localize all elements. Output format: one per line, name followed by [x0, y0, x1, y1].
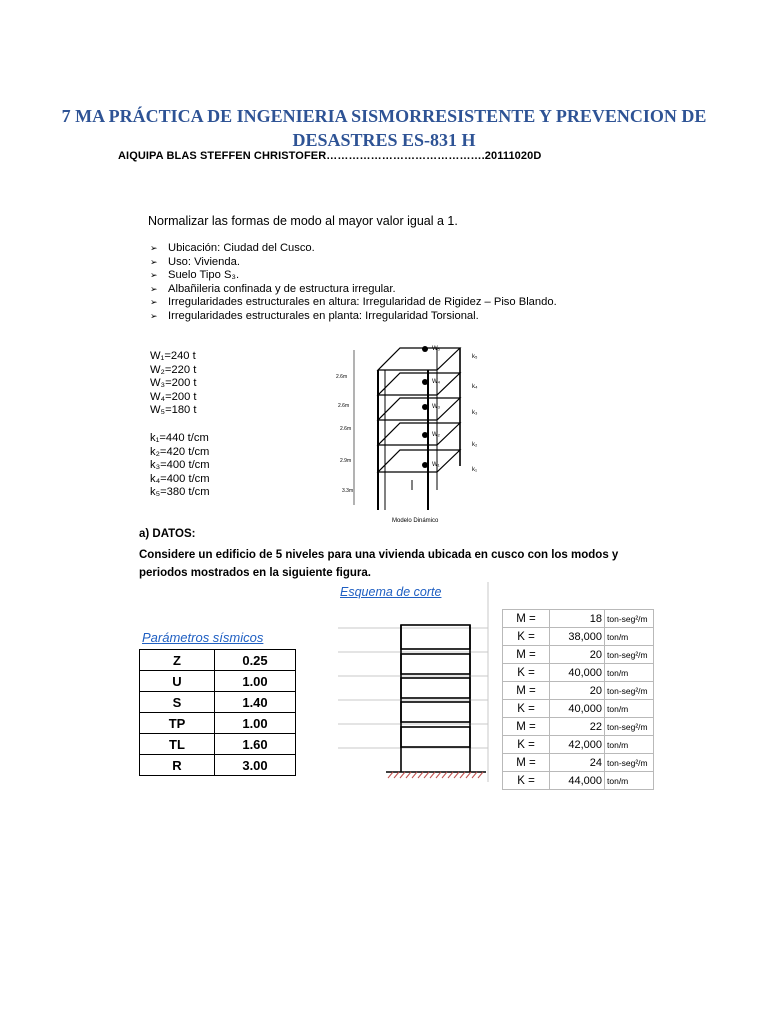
param-name: TP [140, 713, 215, 734]
stiffness-item: k₅=380 t/cm [150, 486, 210, 499]
param-value: 1.00 [215, 713, 296, 734]
stiffness-item: k₁=440 t/cm [150, 432, 209, 444]
table-row [140, 713, 296, 734]
params-table [139, 649, 296, 776]
mass-label: W₂ [432, 432, 440, 438]
shear-scheme-figure [338, 582, 498, 782]
mass-label: W₄ [432, 379, 441, 385]
instruction-text: Normalizar las formas de modo al mayor valor igual a 1. [148, 214, 458, 228]
frame-model-figure [330, 340, 500, 530]
spring-label: k₂ [472, 442, 478, 448]
param-name: Z [140, 650, 215, 671]
arrow-bullet-icon: ➢ [150, 297, 158, 308]
story-box [401, 727, 470, 747]
table-row: K = 44,000 ton/m [503, 772, 654, 790]
stiffness-item: k₄=400 t/cm [150, 472, 210, 485]
floor-slab [378, 373, 460, 395]
table-row: K = 38,000 ton/m [503, 628, 654, 646]
arrow-bullet-icon: ➢ [150, 270, 158, 281]
figure-caption: Modelo Dinámico [392, 518, 439, 524]
arrow-bullet-icon: ➢ [150, 310, 158, 321]
weights-list [150, 350, 197, 418]
table-row: M = 18 ton-seg²/m [503, 610, 654, 628]
weight-item: W₃=200 t [150, 377, 197, 390]
floor-slab [378, 398, 460, 420]
story-box [401, 678, 470, 698]
table-row: K = 40,000 ton/m [503, 700, 654, 718]
param-name: U [140, 671, 215, 692]
table-row [140, 671, 296, 692]
spring-label: k₁ [472, 467, 478, 473]
param-value: 0.25 [215, 650, 296, 671]
bullet-list [150, 242, 557, 324]
height-label: 2.6m [340, 426, 352, 432]
mass-dot [422, 404, 428, 410]
params-title: Parámetros sísmicos [142, 630, 264, 645]
weight-item: W₄=200 t [150, 390, 197, 403]
story-box [401, 654, 470, 674]
mass-dot [422, 462, 428, 468]
spring-label: k₅ [472, 354, 478, 360]
stiffness-item: k₂=420 t/cm [150, 445, 210, 458]
spring-label: k₃ [472, 410, 478, 416]
table-row: M = 22 ton-seg²/m [503, 718, 654, 736]
list-item: ➢ Irregularidades estructurales en altura: Irregularidad de Rigidez – Piso Blando. [150, 296, 557, 309]
arrow-bullet-icon: ➢ [150, 256, 158, 267]
table-row: M = 20 ton-seg²/m [503, 646, 654, 664]
list-item: ➢ Uso: Vivienda. [150, 255, 240, 268]
height-label: 2.6m [336, 374, 348, 380]
mass-dot [422, 432, 428, 438]
param-value: 1.40 [215, 692, 296, 713]
floor-slab [378, 450, 460, 472]
mass-label: W₅ [432, 346, 441, 352]
height-label: 3.3m [342, 488, 354, 494]
datos-paragraph: Considere un edificio de 5 niveles para una vivienda ubicada en cusco con los modos y periodos mostrados en la siguiente figura. [139, 549, 619, 579]
table-row: M = 20 ton-seg²/m [503, 682, 654, 700]
table-row [140, 734, 296, 755]
height-label: 2.9m [340, 458, 352, 464]
param-value: 1.60 [215, 734, 296, 755]
arrow-bullet-icon: ➢ [150, 283, 158, 294]
floor-slab [378, 348, 460, 370]
mass-stiffness-table [502, 609, 654, 790]
mass-dot [422, 346, 428, 352]
param-name: S [140, 692, 215, 713]
floor-slab [378, 423, 460, 445]
story-box [401, 702, 470, 722]
arrow-bullet-icon: ➢ [150, 243, 158, 253]
scheme-title: Esquema de corte [340, 585, 442, 599]
list-item: ➢ Albañileria confinada y de estructura irregular. [150, 282, 396, 295]
weight-item: W₁=240 t [150, 350, 196, 362]
mass-label: W₃ [432, 404, 441, 410]
param-value: 3.00 [215, 755, 296, 776]
height-label: 2.6m [338, 403, 350, 409]
datos-heading: a) DATOS: [139, 528, 196, 540]
mass-dot [422, 379, 428, 385]
story-box [401, 625, 470, 649]
author-line: AIQUIPA BLAS STEFFEN CHRISTOFER…………………………………….20111020D [118, 150, 542, 162]
table-row [140, 650, 296, 671]
table-row: K = 42,000 ton/m [503, 736, 654, 754]
page-title: 7 MA PRÁCTICA DE INGENIERIA SISMORRESISTENTE Y PREVENCION DE DESASTRES ES-831 H [61, 106, 707, 150]
spring-label: k₄ [472, 384, 478, 390]
table-row [140, 692, 296, 713]
param-name: R [140, 755, 215, 776]
table-row: K = 40,000 ton/m [503, 664, 654, 682]
list-item: ➢ Ubicación: Ciudad del Cusco. [150, 242, 315, 254]
table-row: M = 24 ton-seg²/m [503, 754, 654, 772]
weight-item: W₂=220 t [150, 363, 197, 376]
table-row [140, 755, 296, 776]
list-item: ➢ Irregularidades estructurales en planta: Irregularidad Torsional. [150, 309, 479, 322]
param-value: 1.00 [215, 671, 296, 692]
weight-item: W₅=180 t [150, 404, 197, 417]
stiffness-list [150, 432, 210, 500]
param-name: TL [140, 734, 215, 755]
mass-label: W₁ [432, 462, 440, 468]
ground-hatch [388, 772, 483, 778]
list-item: ➢ Suelo Tipo S₃. [150, 269, 240, 282]
stiffness-item: k₃=400 t/cm [150, 459, 210, 472]
